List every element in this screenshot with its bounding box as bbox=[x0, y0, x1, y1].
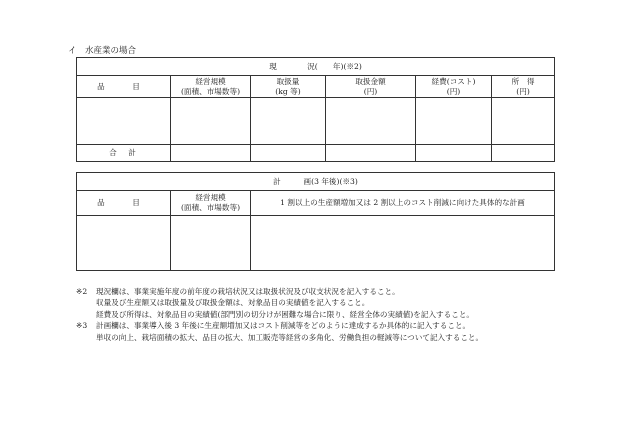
note-line: 単収の向上、栽培面積の拡大、品目の拡大、加工販売等経営の多角化、労働負担の軽減等について記入すること。 bbox=[96, 332, 484, 342]
plan-table bbox=[76, 172, 555, 271]
header-item: 品 目 bbox=[77, 76, 171, 98]
current-status-title: 現 況( 年)(※2) bbox=[77, 58, 555, 76]
total-cell-amount[interactable] bbox=[326, 145, 416, 162]
total-cell-scale[interactable] bbox=[171, 145, 251, 162]
section-heading: イ 水産業の場合 bbox=[68, 46, 137, 56]
total-label: 合 計 bbox=[77, 145, 171, 162]
plan-header-item: 品 目 bbox=[77, 191, 171, 216]
plan-input-detail[interactable] bbox=[251, 216, 555, 271]
header-cost: 経費(コスト) (円) bbox=[416, 76, 492, 98]
plan-header-detail: 1 割以上の生産額増加又は 2 割以上のコスト削減に向けた具体的な計画 bbox=[251, 191, 555, 216]
plan-input-scale[interactable] bbox=[171, 216, 251, 271]
header-scale: 経営規模 (面積、市場数等) bbox=[171, 76, 251, 98]
input-cell-income[interactable] bbox=[492, 98, 555, 145]
note-line: ※2 現況欄は、事業実施年度の前年度の栽培状況又は取扱状況及び収支状況を記入すること。 bbox=[76, 287, 400, 296]
input-cell-scale[interactable] bbox=[171, 98, 251, 145]
plan-input-item[interactable] bbox=[77, 216, 171, 271]
header-volume: 取扱量 (kg 等) bbox=[251, 76, 326, 98]
note-line: ※3 計画欄は、事業導入後 3 年後に生産額増加又はコスト削減等をどのように達成するか具体的に記入すること。 bbox=[76, 321, 471, 331]
total-cell-cost[interactable] bbox=[416, 145, 492, 162]
plan-header-scale: 経営規模 (面積、市場数等) bbox=[171, 191, 251, 216]
header-income: 所 得 (円) bbox=[492, 76, 555, 98]
header-amount: 取扱金額 (円) bbox=[326, 76, 416, 98]
total-cell-volume[interactable] bbox=[251, 145, 326, 162]
input-cell-item[interactable] bbox=[77, 98, 171, 145]
input-cell-amount[interactable] bbox=[326, 98, 416, 145]
total-cell-income[interactable] bbox=[492, 145, 555, 162]
input-cell-volume[interactable] bbox=[251, 98, 326, 145]
note-line: 収量及び生産額又は取扱量及び取扱金額は、対象品目の実績値を記入すること。 bbox=[96, 298, 370, 308]
input-cell-cost[interactable] bbox=[416, 98, 492, 145]
plan-title: 計 画(3 年後)(※3) bbox=[77, 173, 555, 191]
notes bbox=[76, 286, 616, 343]
note-line: 経費及び所得は、対象品目の実績値(部門別の切分けが困難な場合に限り、経営全体の実績値)を記入すること。 bbox=[96, 309, 475, 319]
current-status-table bbox=[76, 57, 555, 162]
